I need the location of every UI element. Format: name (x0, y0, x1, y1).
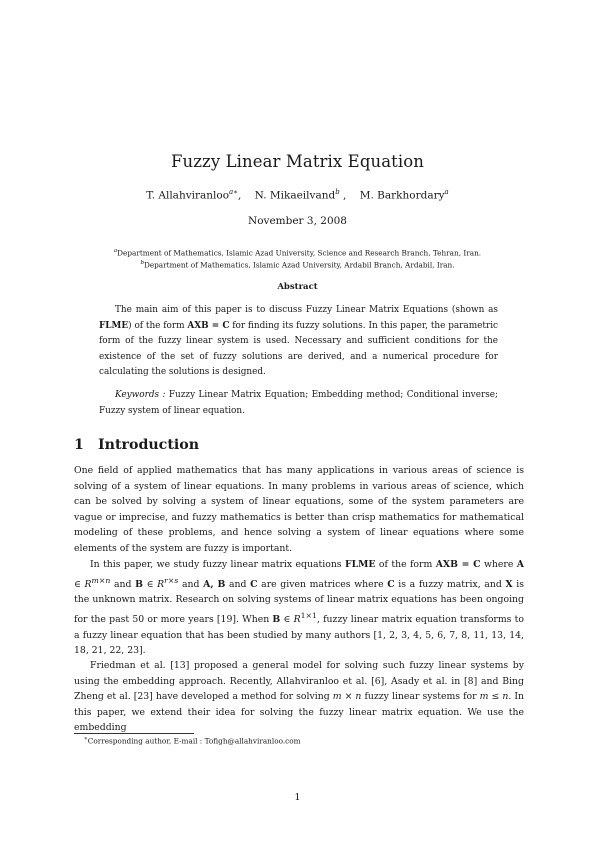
affiliation-mark: a (113, 248, 118, 254)
affiliation (0, 248, 595, 257)
section-number: 1 (74, 437, 84, 453)
author-separator: , (237, 189, 242, 202)
footnote-rule (74, 733, 194, 734)
section-heading (74, 437, 199, 453)
keywords-text: Fuzzy Linear Matrix Equation; Embedding method; Conditional inverse; Fuzzy system of linear equation. (99, 390, 498, 416)
author-mark: b (335, 188, 340, 196)
affiliation-text: Department of Mathematics, Islamic Azad University, Science and Research Branch, Tehran, Iran. (117, 248, 482, 258)
publication-date: November 3, 2008 (248, 215, 347, 227)
author-name: M. Barkhordary (359, 189, 445, 202)
author-name: N. Mikaeilvand (254, 189, 336, 202)
author-mark: a∗ (229, 188, 238, 196)
paper-title: Fuzzy Linear Matrix Equation (170, 152, 425, 171)
page-number: 1 (294, 792, 301, 803)
body-paragraph: In this paper, we study fuzzy linear matrix equations FLME of the form AXB = C where A ∈ $R^{m\times n}$ and B ∈ $R^{r\times s}$ and A, B and C are given matrices where C is a fuzzy matrix, and X is the unknown matrix. Research on solving systems of linear matrix equations has been ongoing for the past 50 or more years [19]. When B ∈ $R^{1\times 1}$, fuzzy linear matrix equation transforms to a fuzzy linear equation that has been studied by many authors [1, 2, 3, 4, 5, 6, 7, 8, 11, 13, 14, 18, 21, 22, 23]. (74, 559, 525, 657)
body-paragraph: Friedman et al. [13] proposed a general model for solving such fuzzy linear systems by using the embedding approach. Recently, Allahviranloo et al. [6], Asady et al. in [8] and Bing Zheng et al. [23] have developed a method for solving m × n fuzzy linear systems for m ≤ n. In this paper, we extend their idea for solving the fuzzy linear matrix equation. We use the embedding (74, 660, 524, 734)
section-title: Introduction (98, 437, 200, 453)
author-mark: a (444, 188, 449, 196)
keywords-label: Keywords : (115, 390, 166, 400)
keywords (99, 388, 498, 419)
affiliation-text: Department of Mathematics, Islamic Azad University, Ardabil Branch, Ardabil, Iran. (143, 260, 455, 270)
footnote (84, 736, 301, 745)
author-name: T. Allahviranloo (146, 189, 230, 202)
body-paragraph: One field of applied mathematics that has many applications in various areas of science is solving of a system of linear equations. In many problems in various areas of science, which can be solved by solving a system of linear equations, some of the system parameters are vague or imprecise, and fuzzy mathematics is better than crisp mathematics for mathematical modeling of these problems, and hence solving a system of linear equations where some elements of the system are fuzzy is important. (74, 465, 524, 554)
footnote-text: Corresponding author, E-mail : Tofigh@allahviranloo.com (87, 736, 301, 746)
abstract-heading: Abstract (277, 282, 318, 292)
author-list (0, 188, 595, 202)
footnote-mark: ∗ (84, 736, 88, 742)
abstract-text: The main aim of this paper is to discuss Fuzzy Linear Matrix Equations (shown as FLME) of the form AXB = C for finding its fuzzy solutions. In this paper, the parametric form of the fuzzy linear system is used. Necessary and sufficient conditions for the existence of the set of fuzzy solutions are derived, and a numerical procedure for calculating the solutions is designed. (99, 305, 499, 378)
author-separator: , (339, 189, 347, 202)
affiliation-mark: b (140, 260, 144, 266)
affiliation (0, 260, 595, 269)
